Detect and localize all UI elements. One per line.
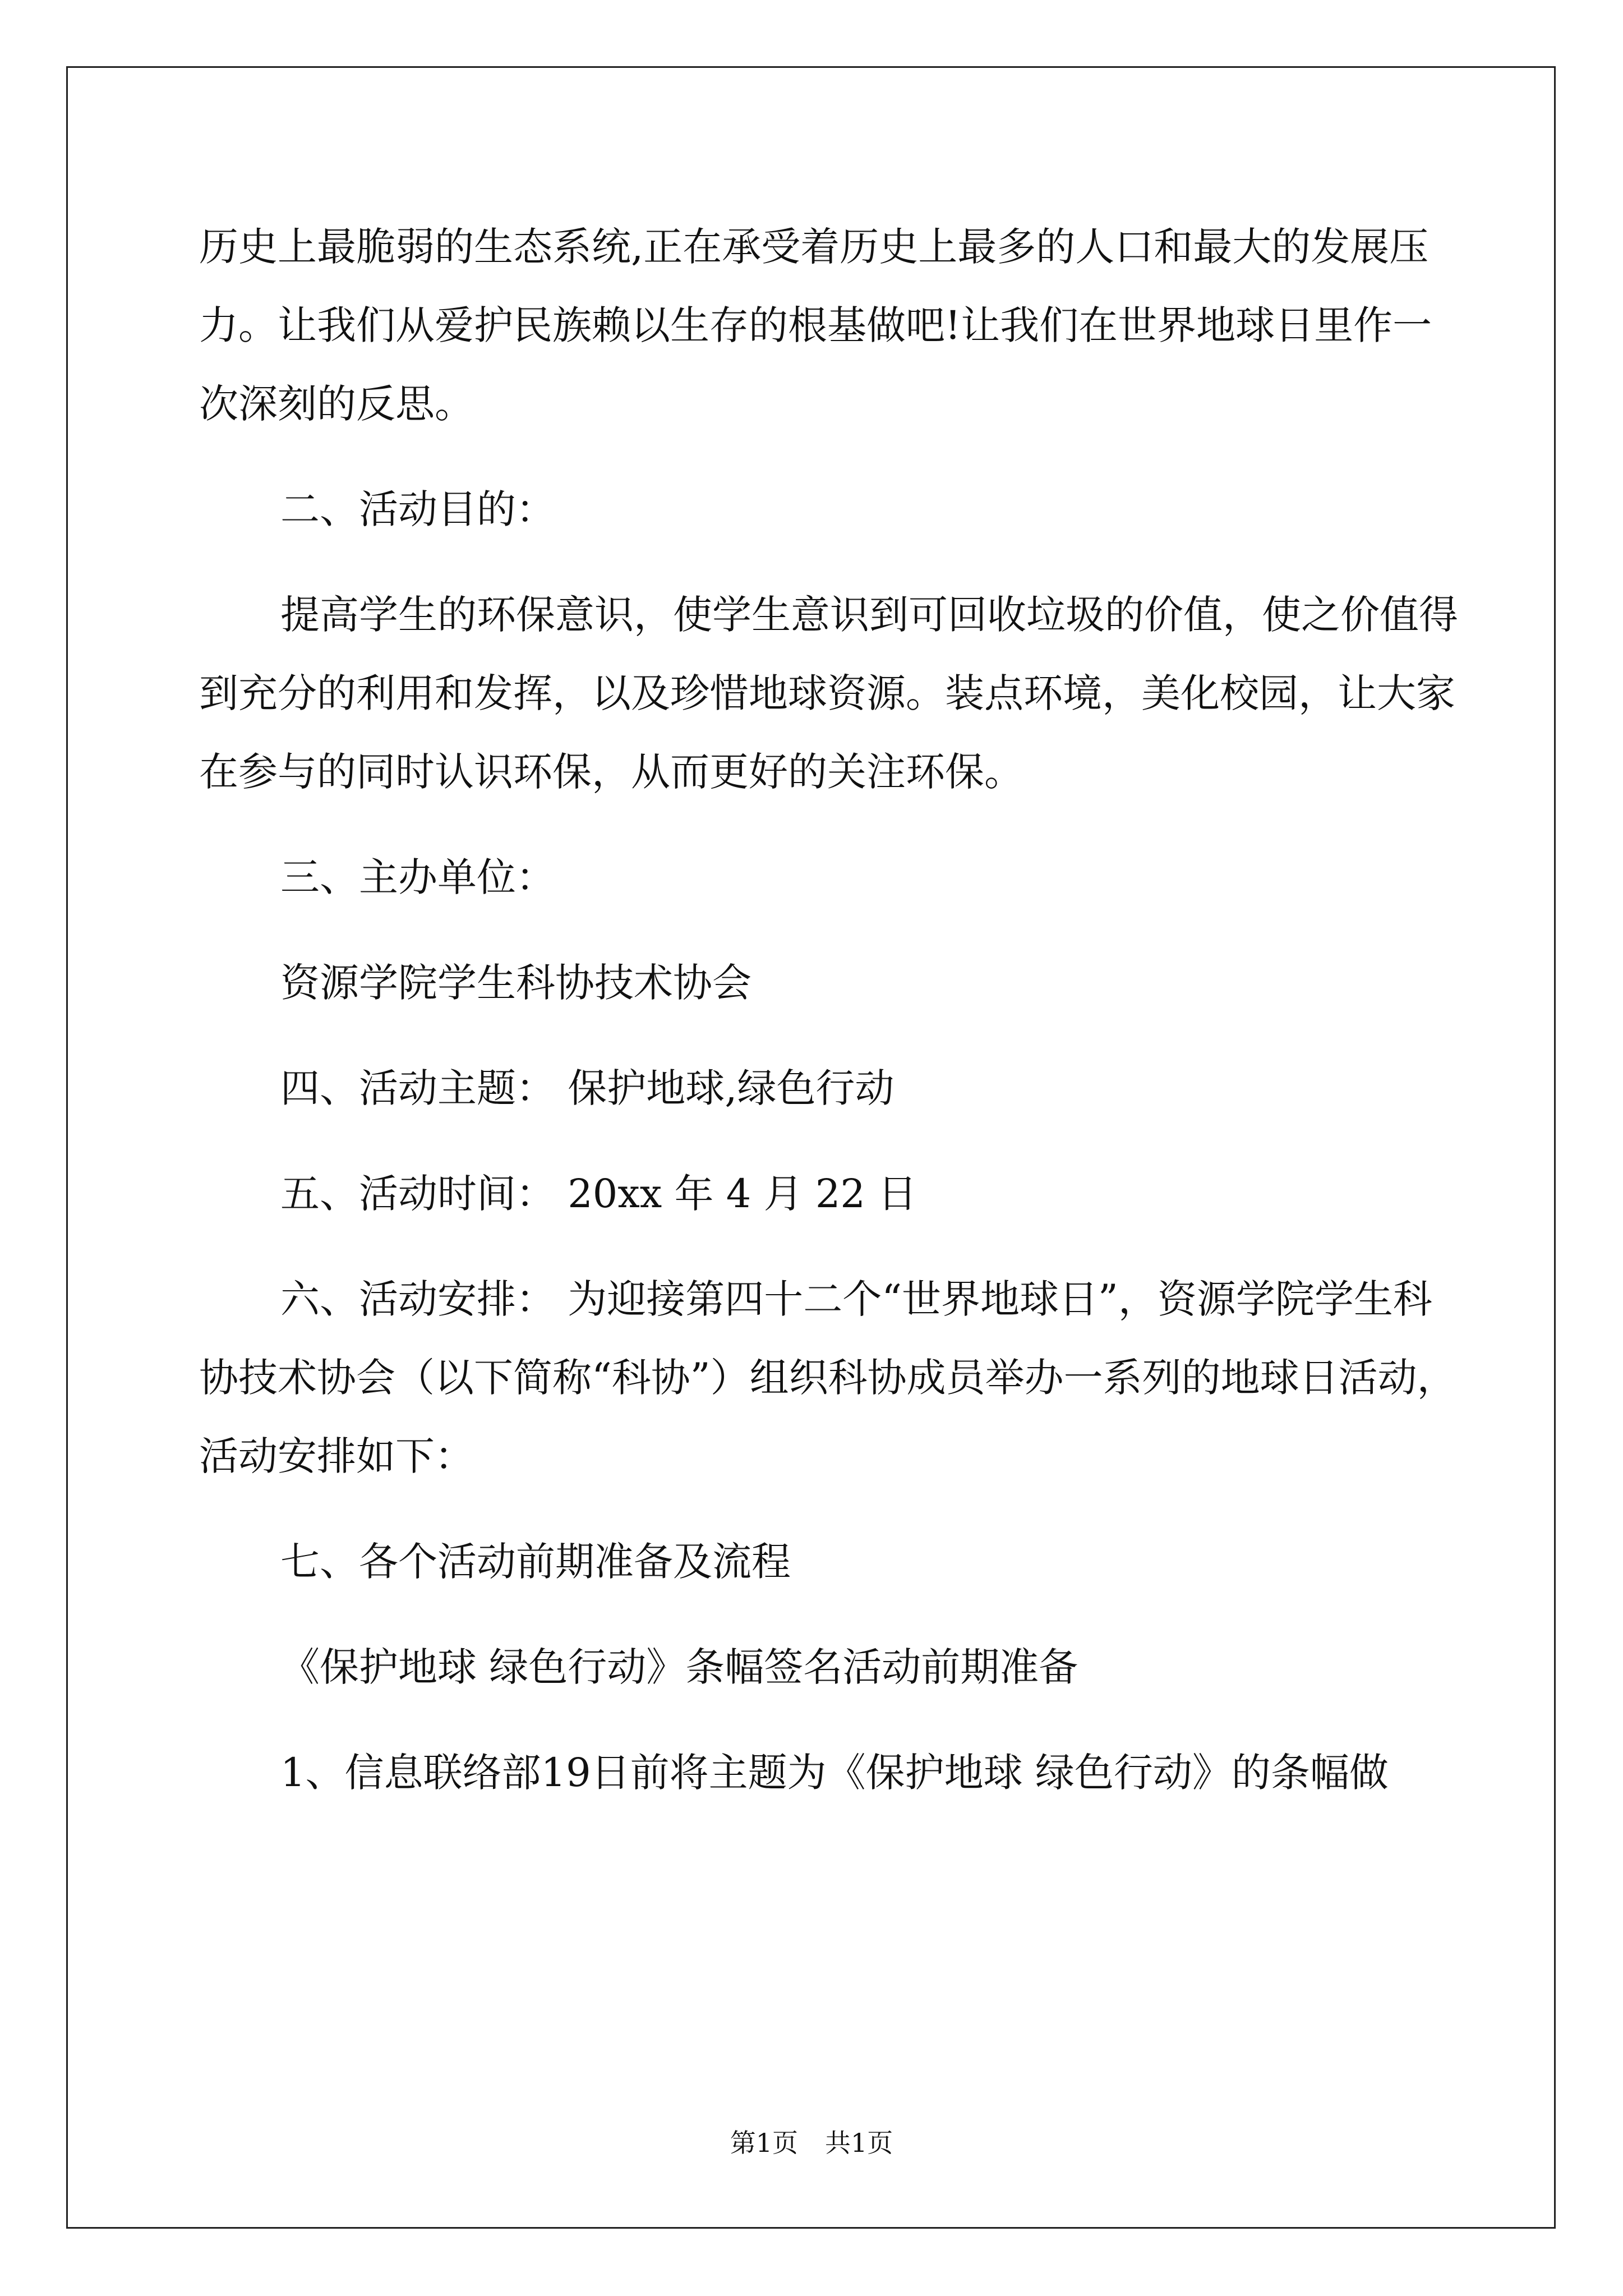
heading-preparation: 七、各个活动前期准备及流程 — [280, 1539, 791, 1585]
page-footer — [0, 2126, 1623, 2160]
paragraph-purpose: 提高学生的环保意识，使学生意识到可回收垃圾的价值，使之价值得到充分的利用和发挥，以及珍惜地球资源。装点环境，美化校园，让大家在参与的同时认识环保，从而更好的关注环保。 — [199, 592, 1458, 795]
heading-activity-purpose: 二、活动目的： — [280, 486, 555, 532]
paragraph-banner-prep: 《保护地球 绿色行动》条幅签名活动前期准备 — [280, 1644, 1078, 1690]
page-total: 共1页 — [825, 2128, 893, 2158]
page-number: 第1页 — [730, 2128, 798, 2158]
document-body — [199, 208, 1461, 1839]
paragraph-time: 五、活动时间： 20xx 年 4 月 22 日 — [280, 1171, 917, 1217]
paragraph-intro: 历史上最脆弱的生态系统,正在承受着历史上最多的人口和最大的发展压力。让我们从爱护民族赖以生存的根基做吧!让我们在世界地球日里作一次深刻的反思。 — [199, 224, 1432, 427]
paragraph-organizer: 资源学院学生科协技术协会 — [280, 960, 751, 1006]
heading-organizer: 三、主办单位： — [280, 854, 555, 900]
paragraph-item-1: 1、信息联络部19日前将主题为《保护地球 绿色行动》的条幅做 — [280, 1750, 1389, 1796]
paragraph-theme: 四、活动主题： 保护地球,绿色行动 — [280, 1065, 895, 1111]
paragraph-arrangement: 六、活动安排： 为迎接第四十二个“世界地球日”，资源学院学生科协技术协会（以下简称“科协”）组织科协成员举办一系列的地球日活动，活动安排如下： — [199, 1276, 1456, 1479]
